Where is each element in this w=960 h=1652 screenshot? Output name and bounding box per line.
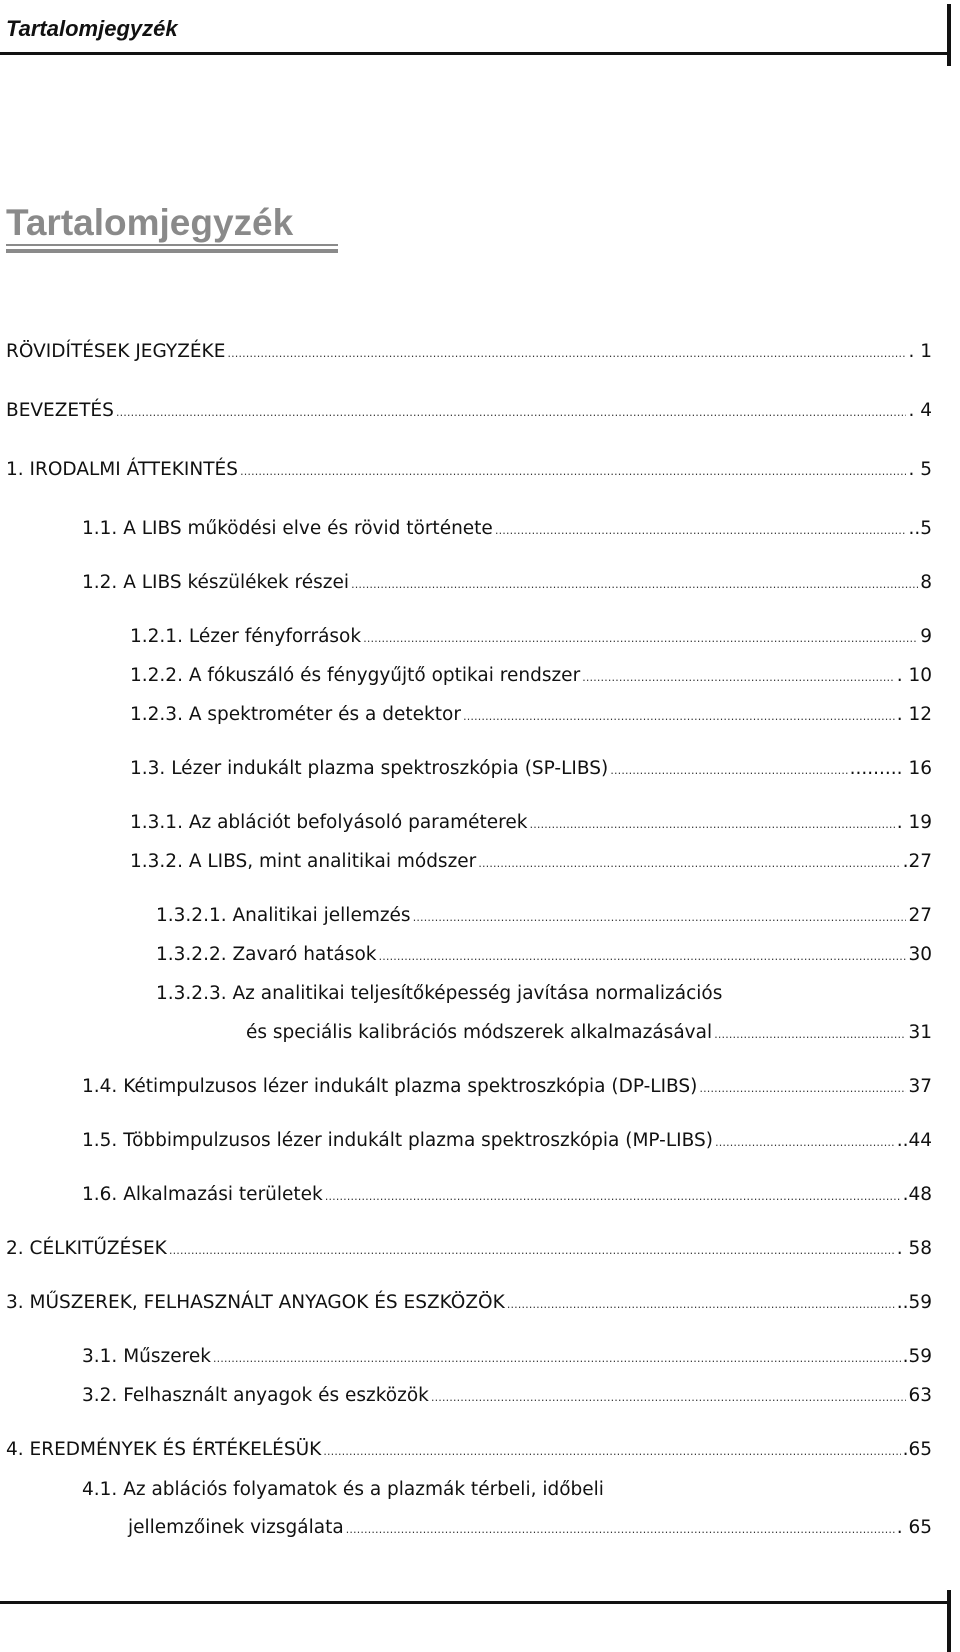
toc-entry-title: Az ablációt befolyásoló paraméterek <box>188 812 528 833</box>
toc-page-number: 31 <box>908 1022 932 1043</box>
toc-entry-label <box>82 571 349 595</box>
toc-page-number: . 4 <box>908 400 932 421</box>
toc-entry-title: Analitikai jellemzés <box>232 905 411 926</box>
toc-page-number: .27 <box>902 851 932 872</box>
toc-entry-title: BEVEZETÉS <box>6 400 114 421</box>
toc-entry-number: 1.4. <box>82 1076 118 1097</box>
toc-entry[interactable] <box>130 850 932 876</box>
toc-page-number: . 5 <box>908 459 932 480</box>
toc-page-number: ..44 <box>896 1130 932 1151</box>
toc-dot-leader <box>227 342 906 366</box>
toc-entry-label <box>130 703 461 727</box>
toc-entry-label <box>6 1438 321 1462</box>
toc-entry-label <box>6 340 225 364</box>
toc-entry-title: A spektrométer és a detektor <box>188 704 461 725</box>
toc-entry[interactable] <box>82 571 932 597</box>
toc-entry-number: 1.3.2.1. <box>156 905 227 926</box>
toc-entry-title: Zavaró hatások <box>232 944 377 965</box>
toc-page-number: 9 <box>920 626 932 647</box>
toc-entry-title: MŰSZEREK, FELHASZNÁLT ANYAGOK ÉS ESZKÖZÖK <box>29 1292 505 1313</box>
toc-entry-title: Felhasznált anyagok és eszközök <box>123 1385 429 1406</box>
toc-dot-leader <box>699 1077 906 1101</box>
toc-page-number: . 1 <box>908 341 932 362</box>
toc-entry-number: 3.1. <box>82 1346 118 1367</box>
toc-dot-leader <box>346 1518 895 1542</box>
toc-dot-leader <box>323 1440 900 1464</box>
toc-entry-number: 1.2.3. <box>130 704 183 725</box>
toc-entry-number: 2. <box>6 1238 24 1259</box>
toc-entry[interactable] <box>6 399 932 425</box>
toc-entry-title: RÖVIDÍTÉSEK JEGYZÉKE <box>6 341 226 362</box>
toc-entry-number: 1.3.2. <box>130 851 183 872</box>
toc-entry-title: A LIBS készülékek részei <box>123 572 350 593</box>
toc-entry-number: 1.2.2. <box>130 665 183 686</box>
footer-rule <box>0 1601 950 1604</box>
toc-entry[interactable] <box>6 1291 932 1317</box>
toc-page-number: . 12 <box>896 704 932 725</box>
toc-entry-number: 1.2.1. <box>130 626 183 647</box>
toc-entry-number: 3.2. <box>82 1385 118 1406</box>
toc-entry-number: 4. <box>6 1439 24 1460</box>
toc-page-number: . 58 <box>896 1238 932 1259</box>
toc-entry-label <box>130 664 580 688</box>
toc-entry-label <box>156 904 411 928</box>
toc-entry-title: A LIBS működési elve és rövid története <box>123 518 493 539</box>
toc-dot-leader <box>351 573 918 597</box>
toc-entry[interactable] <box>82 1129 932 1155</box>
toc-entry-number: 1.3.2.2. <box>156 944 227 965</box>
header-title: Tartalomjegyzék <box>6 16 178 41</box>
toc-entry-label <box>156 943 377 967</box>
toc-page-number: 27 <box>908 905 932 926</box>
toc-entry-title-continued: jellemzőinek vizsgálata <box>128 1517 344 1538</box>
toc-entry[interactable] <box>6 1438 932 1464</box>
toc-entry-label <box>82 517 493 541</box>
toc-entry-number: 3. <box>6 1292 24 1313</box>
toc-dot-leader <box>478 852 900 876</box>
toc-page-number: . 10 <box>896 665 932 686</box>
toc-entry-number: 1.5. <box>82 1130 118 1151</box>
toc-entry[interactable] <box>130 625 932 651</box>
toc-dot-leader <box>116 401 907 425</box>
toc-entry-label <box>6 399 114 423</box>
toc-entry-label <box>6 1291 505 1315</box>
toc-entry-number: 1.2. <box>82 572 118 593</box>
toc-dot-leader <box>715 1131 895 1155</box>
toc-entry-title: Kétimpulzusos lézer indukált plazma spektroszkópia (DP-LIBS) <box>123 1076 698 1097</box>
toc-dot-leader <box>379 945 907 969</box>
toc-entry-title: Az ablációs folyamatok és a plazmák térbeli, időbeli <box>123 1479 604 1500</box>
toc-entry[interactable] <box>130 811 932 837</box>
toc-dot-leader <box>463 705 895 729</box>
toc-dot-leader <box>507 1293 895 1317</box>
toc-page-number: 37 <box>908 1076 932 1097</box>
toc-entry-label <box>82 1345 211 1369</box>
toc-entry-title: Műszerek <box>123 1346 211 1367</box>
toc-entry-number: 4.1. <box>82 1479 118 1500</box>
toc-page-number: ..5 <box>908 518 932 539</box>
toc-entry-label <box>130 811 527 835</box>
toc-entry-title: A fókuszáló és fénygyűjtő optikai rendszer <box>188 665 581 686</box>
toc-entry-number: 1. <box>6 459 24 480</box>
toc-page-number: . 19 <box>896 812 932 833</box>
toc-entry-title: A LIBS, mint analitikai módszer <box>188 851 477 872</box>
toc-entry-label <box>130 850 476 874</box>
toc-dot-leader <box>363 627 918 651</box>
toc-entry[interactable] <box>6 1237 932 1263</box>
toc-entry[interactable] <box>156 904 932 930</box>
toc-entry[interactable] <box>128 1516 932 1542</box>
toc-entry[interactable] <box>130 703 932 729</box>
toc-entry-line1[interactable] <box>82 1478 604 1502</box>
page-title: Tartalomjegyzék <box>6 202 294 243</box>
toc-entry-title: CÉLKITŰZÉSEK <box>29 1238 167 1259</box>
toc-entry-title: Lézer indukált plazma spektroszkópia (SP-LIBS) <box>171 758 609 779</box>
toc-entry-title: Többimpulzusos lézer indukált plazma spektroszkópia (MP-LIBS) <box>123 1130 713 1151</box>
toc-entry-label <box>82 1129 713 1153</box>
toc-dot-leader <box>495 519 907 543</box>
toc-entry-label <box>82 1384 429 1408</box>
toc-entry[interactable] <box>82 1384 932 1410</box>
toc-page-number: .65 <box>902 1439 932 1460</box>
toc-entry-title: Alkalmazási területek <box>123 1184 323 1205</box>
toc-entry-title: EREDMÉNYEK ÉS ÉRTÉKELÉSÜK <box>29 1439 322 1460</box>
toc-dot-leader <box>431 1386 907 1410</box>
toc-entry[interactable] <box>130 757 932 783</box>
toc-dot-leader <box>582 666 895 690</box>
toc-entry-number: 1.3. <box>130 758 166 779</box>
toc-entry[interactable] <box>130 664 932 690</box>
toc-dot-leader <box>325 1185 901 1209</box>
toc-entry-label <box>82 1075 697 1099</box>
toc-page-number: ..59 <box>896 1292 932 1313</box>
toc-dot-leader <box>714 1023 906 1047</box>
toc-page-number: . 65 <box>896 1517 932 1538</box>
toc-page-number: 63 <box>908 1385 932 1406</box>
toc-dot-leader <box>169 1239 895 1263</box>
toc-entry[interactable] <box>156 943 932 969</box>
toc-entry-label <box>6 458 238 482</box>
toc-entry-number: 1.3.2.3. <box>156 983 227 1004</box>
toc-entry-title-continued: és speciális kalibrációs módszerek alkalmazásával <box>246 1022 713 1043</box>
toc-entry-title: IRODALMI ÁTTEKINTÉS <box>29 459 238 480</box>
toc-dot-leader <box>610 759 847 783</box>
toc-entry[interactable] <box>246 1021 932 1047</box>
toc-entry-line1[interactable] <box>156 982 722 1006</box>
toc-entry-title: Lézer fényforrások <box>188 626 362 647</box>
toc-entry[interactable] <box>82 1345 932 1371</box>
toc-entry-label <box>130 625 361 649</box>
toc-entry-label <box>130 757 608 781</box>
footer-vertical-bar <box>947 1590 951 1652</box>
toc-entry[interactable] <box>82 1075 932 1101</box>
toc-entry[interactable] <box>6 458 932 484</box>
toc-entry-number: 1.6. <box>82 1184 118 1205</box>
toc-entry[interactable] <box>82 1183 932 1209</box>
toc-entry-number: 1.1. <box>82 518 118 539</box>
toc-dot-leader <box>240 460 907 484</box>
toc-page-number: .59 <box>902 1346 932 1367</box>
toc-entry[interactable] <box>82 517 932 543</box>
toc-page-number: ......... 16 <box>849 758 932 779</box>
toc-page-number: 30 <box>908 944 932 965</box>
toc-dot-leader <box>213 1347 901 1371</box>
toc-entry-label <box>6 1237 167 1261</box>
toc-dot-leader <box>529 813 894 837</box>
toc-page-number: .48 <box>902 1184 932 1205</box>
toc-entry[interactable] <box>6 340 932 366</box>
toc-dot-leader <box>413 906 907 930</box>
toc-entry-title: Az analitikai teljesítőképesség javítása normalizációs <box>232 983 723 1004</box>
toc-entry-number: 1.3.1. <box>130 812 183 833</box>
toc-page-number: 8 <box>920 572 932 593</box>
toc-entry-label <box>82 1183 323 1207</box>
